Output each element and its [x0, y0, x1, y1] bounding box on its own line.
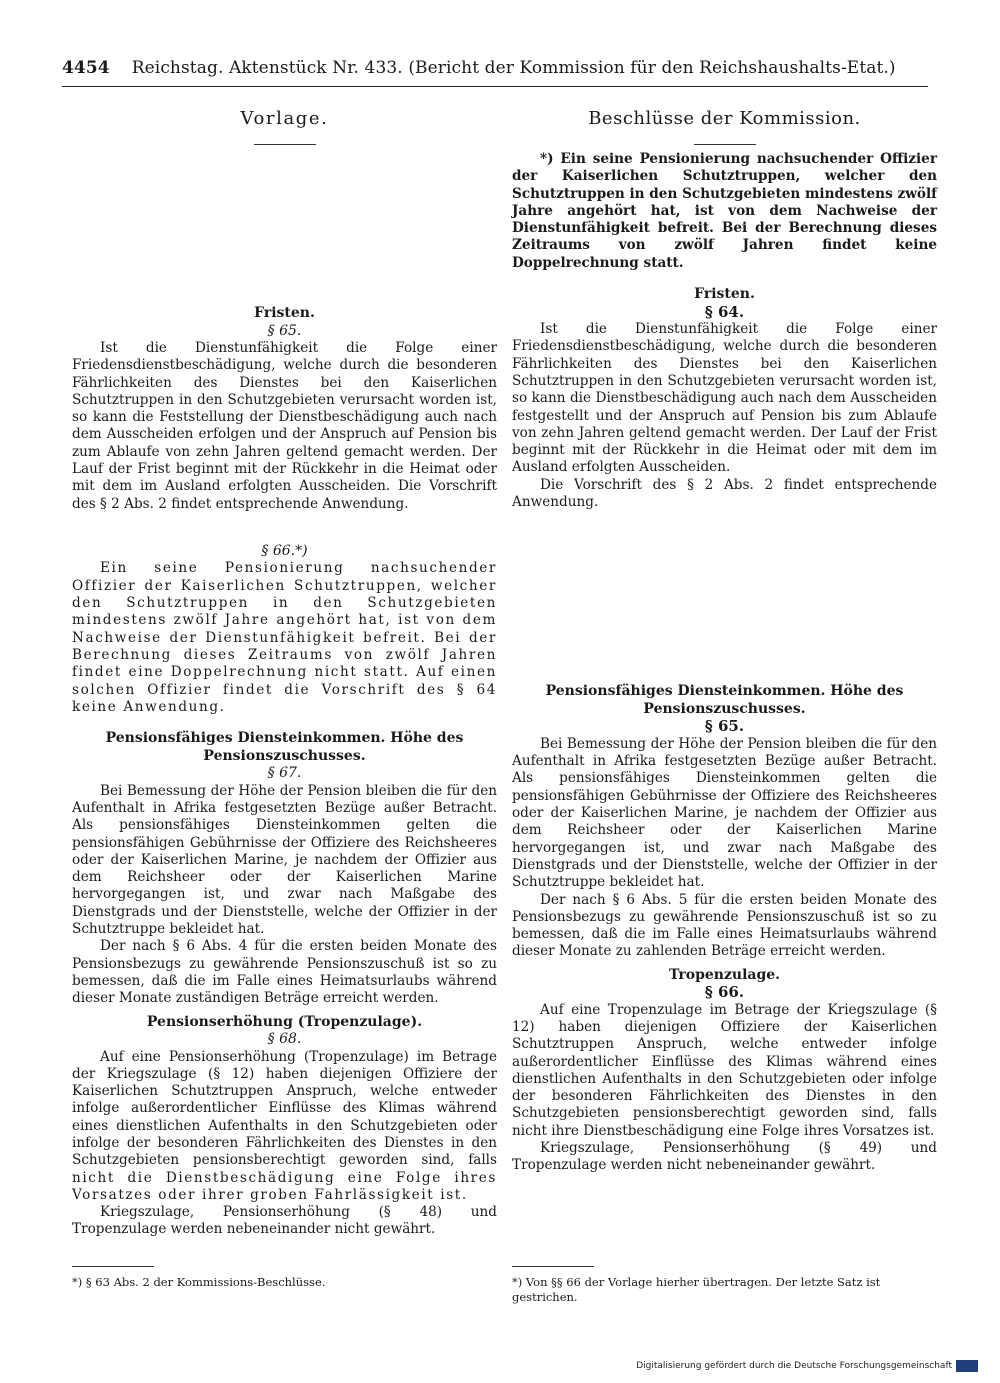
paragraph-text-65b: Der nach § 6 Abs. 5 für die ersten beiden Monate des Pensionsbezugs zu gewährende Pensionszuschuß ist so zu bemessen, daß die im Falle eines Heimatsurlaubs während dieser Monate zu zahlenden Beträge erreicht werden. [512, 891, 937, 960]
section-title-pensionserhoehung: Pensionserhöhung (Tropenzulage). [146, 1013, 423, 1030]
paragraph-text-68a-main: Auf eine Pensionserhöhung (Tropenzulage) im Betrage der Kriegszulage (§ 12) haben diejenigen Offiziere der Kaiserlichen Schutztruppen Anspruch, welche entweder infolge außerordentlicher Einflüsse des Klimas während eines dienstlichen Aufenthalts in den Schutzgebieten oder infolge der besonderen Fährlichkeiten des Dienstes in den Schutzgebieten pensionsberechtigt geworden sind, falls [72, 1048, 497, 1169]
spacer [72, 513, 497, 543]
page-header [62, 58, 928, 87]
footnote-text: *) Von §§ 66 der Vorlage hierher übertragen. Der letzte Satz ist gestrichen. [512, 1275, 881, 1304]
paragraph-text-66: Ein seine Pensionierung nachsuchender Offizier der Kaiserlichen Schutztruppen, welcher den Schutztruppen in den Schutzgebieten mindestens zwölf Jahre angehört hat, ist von dem Nachweise der Dienstunfähigkeit befreit. Bei der Berechnung dieses Zeitraums von zwölf Jahren findet eine Doppelrechnung nicht statt. Auf einen solchen Offizier findet die Vorschrift des § 64 keine Anwendung. [72, 560, 497, 715]
footnote-rule [512, 1266, 594, 1267]
footnote-rule [72, 1266, 154, 1267]
section-title-diensteinkommen: Pensionsfähiges Diensteinkommen. Höhe des Pensionszuschusses. [545, 683, 904, 717]
dfg-logo-icon [956, 1360, 978, 1372]
paragraph-number-68: § 68. [267, 1031, 302, 1047]
paragraph-number-66: § 66. [704, 983, 745, 1002]
footnote-right [512, 1266, 937, 1305]
paragraph-text-66b: Kriegszulage, Pensionserhöhung (§ 49) und Tropenzulage werden nicht nebeneinander gewährt. [512, 1140, 937, 1174]
commission-note: *) Ein seine Pensionierung nachsuchender Offizier der Kaiserlichen Schutztruppen, welcher den Schutztruppen in den Schutzgebieten mindestens zwölf Jahre angehört hat, ist von dem Nachweise der Dienstunfähigkeit befreit. Bei der Berechnung dieses Zeitraums von zwölf Jahren findet keine Doppelrechnung statt. [512, 151, 937, 271]
section-title-diensteinkommen: Pensionsfähiges Diensteinkommen. Höhe des Pensionszuschusses. [105, 730, 464, 764]
footnote-text: *) § 63 Abs. 2 der Kommissions-Beschlüsse. [72, 1275, 326, 1289]
section-title-tropenzulage: Tropenzulage. [668, 966, 781, 983]
spacer [512, 511, 937, 683]
paragraph-number-67: § 67. [267, 765, 302, 782]
footnote-left [72, 1266, 497, 1290]
section-title-fristen: Fristen. [694, 286, 755, 303]
credit-text: Digitalisierung gefördert durch die Deutsche Forschungsgemeinschaft [636, 1361, 952, 1371]
paragraph-number-66: § 66.*) [261, 542, 308, 559]
paragraph-number-65: § 65. [267, 322, 302, 339]
section-title-fristen: Fristen. [254, 305, 315, 321]
paragraph-text-67a: Bei Bemessung der Höhe der Pension bleiben die für den Aufenthalt in Afrika festgesetzten Bezüge außer Betracht. Als pensionsfähiges Diensteinkommen gelten die pensionsfähigen Gebührnisse der Offiziere des Reichsheeres oder der Kaiserlichen Marine, je nachdem der Offizier aus dem Reichsheer oder der Kaiserlichen Marine hervorgegangen ist, und zwar nach Maßgabe des Dienstgrads und der Dienststelle, welche der Offizier in der Schutztruppe bekleidet hat. [72, 782, 497, 938]
paragraph-text-68b: Kriegszulage, Pensionserhöhung (§ 48) und Tropenzulage werden nebeneinander nicht gewährt. [72, 1204, 497, 1238]
paragraph-text-68a [72, 1049, 497, 1205]
column-heading-vorlage: Vorlage. [240, 108, 329, 129]
column-vorlage [72, 108, 497, 1239]
paragraph-text-65a: Bei Bemessung der Höhe der Pension bleiben die für den Aufenthalt in Afrika festgesetzten Bezüge außer Betracht. Als pensionsfähiges Diensteinkommen gelten die pensionsfähigen Gebührnisse der Offiziere des Reichsheeres oder der Kaiserlichen Marine, je nachdem der Offizier aus dem Reichsheer oder der Kaiserlichen Marine hervorgegangen ist, und zwar nach Maßgabe des Dienstgrads und der Dienststelle, welche der Offizier in der Schutztruppe bekleidet hat. [512, 735, 937, 891]
spacer [72, 145, 497, 305]
header-title: Reichstag. Aktenstück Nr. 433. (Bericht der Kommission für den Reichshaushalts-Etat.) [131, 58, 896, 78]
paragraph-text-64a: Ist die Dienstunfähigkeit die Folge einer Friedensdienstbeschädigung, welche durch die besonderen Fährlichkeiten des Dienstes bei den Kaiserlichen Schutztruppen in den Schutzgebieten verursacht worden ist, so kann die Dienstbeschädigung auch nach dem Ausscheiden festgestellt und der Anspruch auf Pension bis zum Ablaufe von zehn Jahren geltend gemacht werden. Der Lauf der Frist beginnt mit der Rückkehr in die Heimat oder mit dem im Ausland erfolgten Ausscheiden. [512, 321, 937, 476]
paragraph-number-64: § 64. [704, 302, 745, 321]
page-number: 4454 [62, 58, 110, 78]
paragraph-text-64b: Die Vorschrift des § 2 Abs. 2 findet entsprechende Anwendung. [512, 476, 937, 511]
paragraph-number-65: § 65. [704, 717, 745, 736]
column-heading-beschluesse: Beschlüsse der Kommission. [588, 108, 861, 129]
paragraph-text-65: Ist die Dienstunfähigkeit die Folge einer Friedensdienstbeschädigung, welche durch die besonderen Fährlichkeiten des Dienstes bei den Kaiserlichen Schutztruppen in den Schutzgebieten verursacht worden ist, so kann die Feststellung der Dienstbeschädigung auch nach dem Ausscheiden erfolgen und der Anspruch auf Pension bis zum Ablaufe von zehn Jahren geltend gemacht werden. Der Lauf der Frist beginnt mit der Rückkehr in die Heimat oder mit dem im Ausland erfolgten Ausscheiden. Die Vorschrift des § 2 Abs. 2 findet entsprechende Anwendung. [72, 340, 497, 512]
spacer [72, 716, 497, 730]
paragraph-text-67b: Der nach § 6 Abs. 4 für die ersten beiden Monate des Pensionsbezugs zu gewährende Pensionszuschuß ist so zu bemessen, daß die im Falle eines Heimatsurlaubs während dieser Monate zuständigen Beträge erreicht werden. [72, 938, 497, 1007]
paragraph-text-66a: Auf eine Tropenzulage im Betrage der Kriegszulage (§ 12) haben diejenigen Offiziere der Kaiserlichen Schutztruppen Anspruch, welche entweder infolge außerordentlicher Einflüsse des Klimas während eines dienstlichen Aufenthalts in den Schutzgebieten oder infolge der besonderen Fährlichkeiten des Dienstes in den Schutzgebieten pensionsberechtigt geworden sind, falls nicht ihre Dienstbeschädigung eine Folge ihres Vorsatzes ist. [512, 1001, 937, 1139]
column-beschluesse [512, 108, 937, 1175]
paragraph-text-68a-spaced: nicht die Dienstbeschädigung eine Folge ihres Vorsatzes oder ihrer groben Fahrlässigkeit ist. [72, 1169, 497, 1203]
digitization-credit [636, 1360, 978, 1372]
spacer [512, 272, 937, 286]
